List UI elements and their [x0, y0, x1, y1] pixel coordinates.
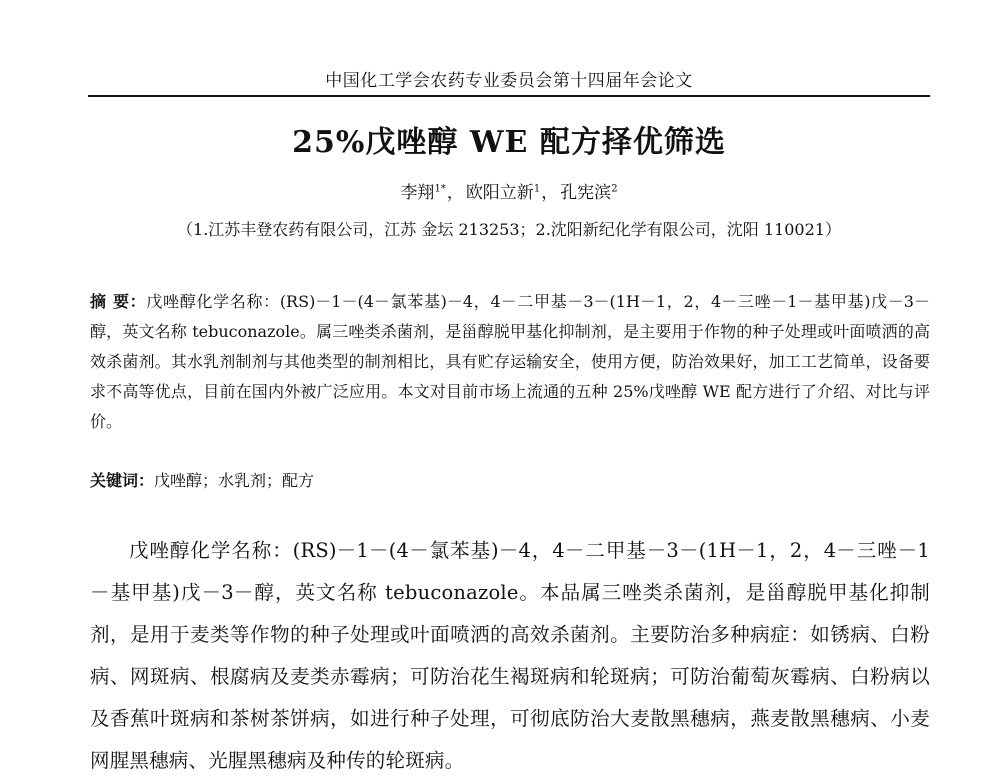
- author-name: 欧阳立新: [465, 183, 534, 203]
- header-rule: [88, 95, 930, 97]
- author-affiliation-mark: 1*: [434, 183, 446, 195]
- paper-title: 25%戊唑醇 WE 配方择优筛选: [292, 125, 726, 160]
- author-name: 李翔: [400, 183, 435, 203]
- keywords-text: 戊唑醇；水乳剂；配方: [154, 471, 315, 490]
- author-name: 孔宪滨: [560, 183, 612, 203]
- abstract-label: 摘 要：: [90, 292, 147, 311]
- abstract-text: 戊唑醇化学名称：(RS)－1－(4－氯苯基)－4，4－二甲基－3－(1H－1，2，4－三唑－1－基甲基)戊－3－醇，英文名称 tebuconazole。属三唑类杀菌剂，是甾醇脱甲基化抑制剂，是主要用于作物的种子处理或叶面喷洒的高效杀菌剂。其水乳剂制剂与其他类型的制剂相比，具有贮存运输安全，使用方便，防治效果好，加工工艺简单，设备要求不高等优点，目前在国内外被广泛应用。本文对目前市场上流通的五种 25%戊唑醇 WE 配方进行了介绍、对比与评价。: [90, 292, 930, 431]
- keywords: [90, 466, 930, 496]
- author-affiliation-mark: 2: [611, 183, 618, 195]
- running-header: 中国化工学会农药专业委员会第十四届年会论文: [325, 71, 693, 91]
- abstract: [90, 287, 930, 437]
- author-list: [88, 178, 930, 203]
- author-affiliation-mark: 1: [533, 183, 541, 195]
- author-separator: ，: [446, 183, 464, 203]
- affiliation: （1.江苏丰登农药有限公司，江苏 金坛 213253；2.沈阳新纪化学有限公司，沈阳 110021）: [177, 220, 841, 239]
- body-paragraph: 戊唑醇化学名称：(RS)－1－(4－氯苯基)－4，4－二甲基－3－(1H－1，2，4－三唑－1－基甲基)戊－3－醇，英文名称 tebuconazole。本品属三唑类杀菌剂，是甾醇脱甲基化抑制剂，是用于麦类等作物的种子处理或叶面喷洒的高效杀菌剂。主要防治多种病症：如锈病、白粉病、网斑病、根腐病及麦类赤霉病；可防治花生褐斑病和轮斑病；可防治葡萄灰霉病、白粉病以及香蕉叶斑病和茶树茶饼病，如进行种子处理，可彻底防治大麦散黑穗病，燕麦散黑穗病、小麦网腥黑穗病、光腥黑穗病及种传的轮斑病。: [90, 539, 930, 772]
- keywords-label: 关键词：: [90, 471, 155, 490]
- author-separator: ，: [541, 183, 559, 203]
